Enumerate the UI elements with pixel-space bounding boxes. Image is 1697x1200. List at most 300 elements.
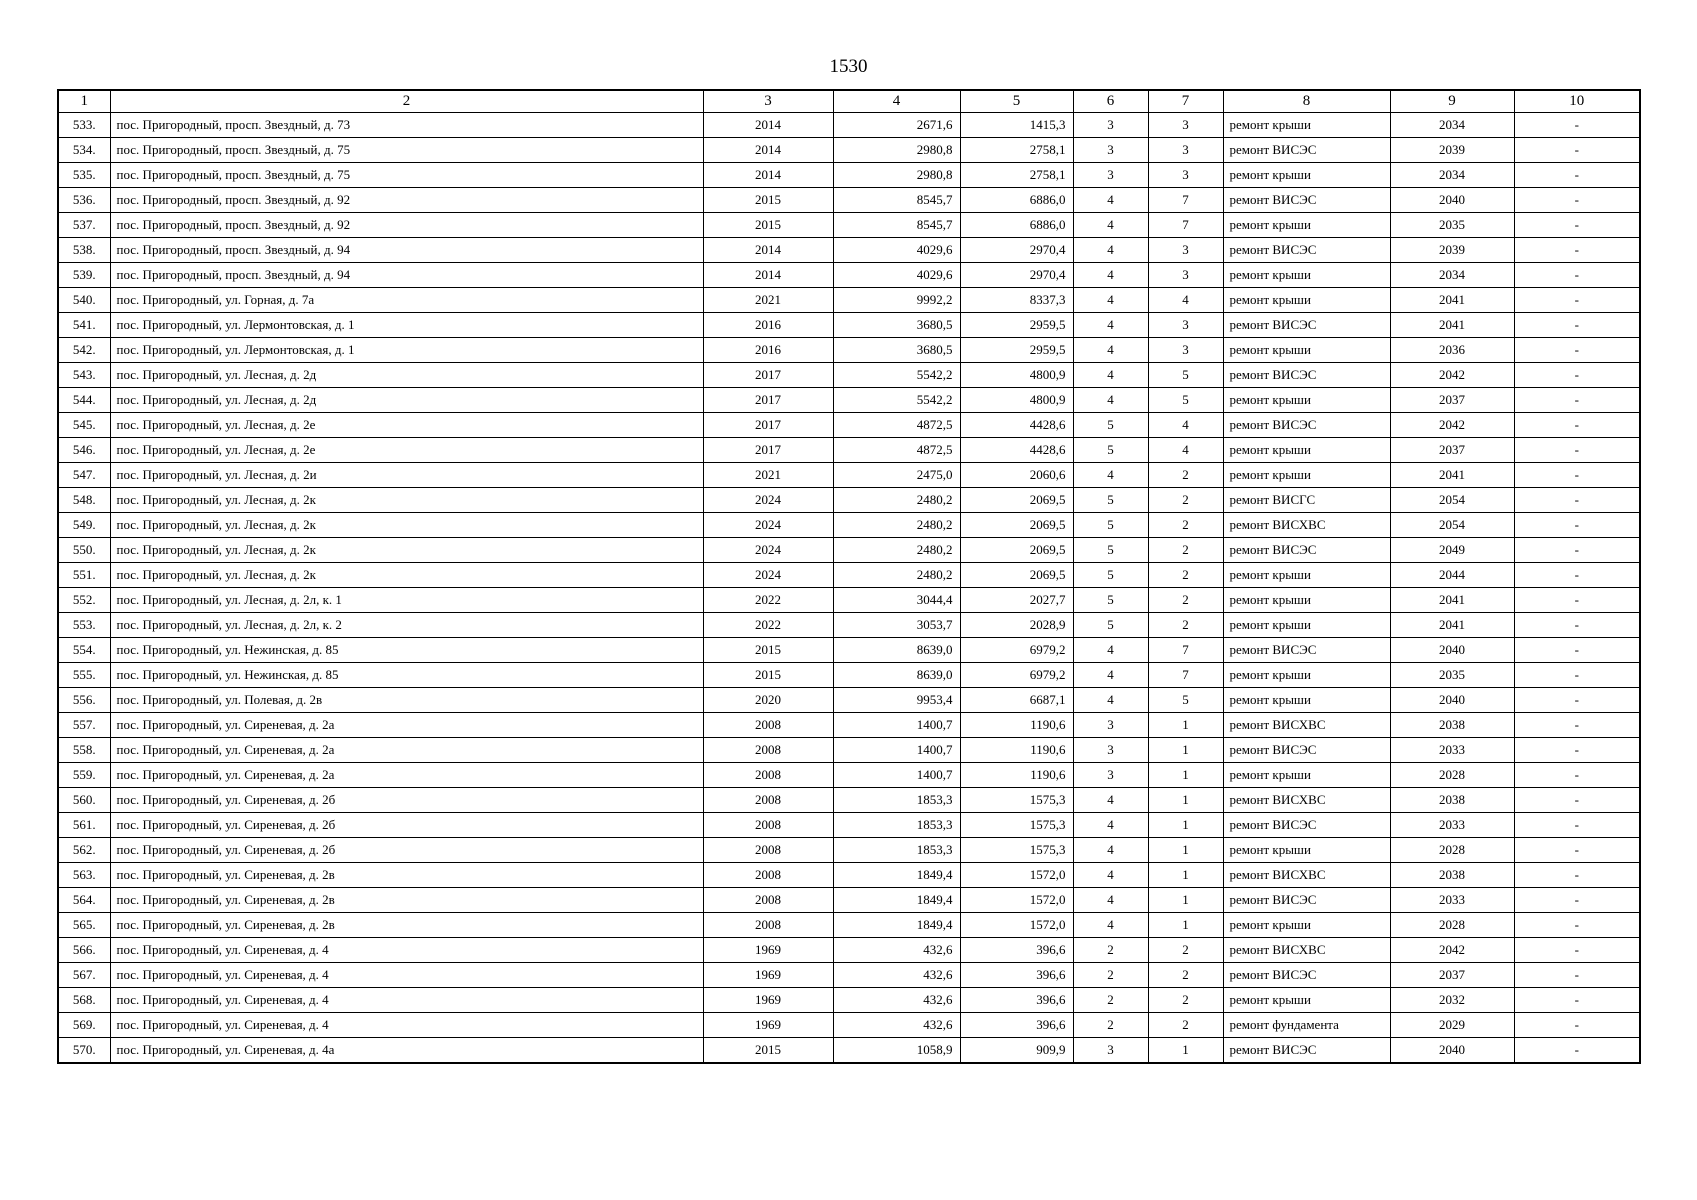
cell-work-type: ремонт крыши [1223,588,1390,613]
cell-floors: 3 [1073,763,1148,788]
column-header-9: 9 [1390,90,1514,113]
cell-area-living: 1190,6 [960,738,1073,763]
table-row [58,988,1640,1013]
cell-work-type: ремонт крыши [1223,213,1390,238]
cell-row-number: 566. [58,938,110,963]
cell-year: 2022 [703,613,833,638]
cell-area-total: 2480,2 [833,513,960,538]
cell-address: пос. Пригородный, ул. Сиреневая, д. 4 [110,988,703,1013]
cell-floors: 4 [1073,888,1148,913]
cell-entrances: 3 [1148,238,1223,263]
cell-area-total: 3053,7 [833,613,960,638]
cell-entrances: 7 [1148,663,1223,688]
cell-area-total: 8545,7 [833,213,960,238]
cell-row-number: 535. [58,163,110,188]
table-row [58,513,1640,538]
cell-planned-year: 2035 [1390,663,1514,688]
cell-area-total: 1400,7 [833,713,960,738]
cell-row-number: 550. [58,538,110,563]
cell-floors: 3 [1073,713,1148,738]
cell-work-type: ремонт ВИСЭС [1223,538,1390,563]
table-body [58,113,1640,1064]
cell-area-total: 1400,7 [833,763,960,788]
cell-area-total: 432,6 [833,988,960,1013]
cell-planned-year: 2040 [1390,188,1514,213]
cell-address: пос. Пригородный, ул. Сиреневая, д. 2в [110,888,703,913]
cell-floors: 4 [1073,688,1148,713]
cell-row-number: 536. [58,188,110,213]
table-row [58,338,1640,363]
cell-year: 2021 [703,288,833,313]
cell-address: пос. Пригородный, просп. Звездный, д. 92 [110,213,703,238]
cell-work-type: ремонт ВИСХВС [1223,938,1390,963]
cell-address: пос. Пригородный, ул. Лесная, д. 2к [110,538,703,563]
cell-floors: 2 [1073,963,1148,988]
cell-planned-year: 2040 [1390,688,1514,713]
cell-planned-year: 2028 [1390,763,1514,788]
cell-entrances: 5 [1148,388,1223,413]
cell-area-living: 2970,4 [960,238,1073,263]
cell-entrances: 2 [1148,588,1223,613]
cell-floors: 4 [1073,788,1148,813]
cell-work-type: ремонт фундамента [1223,1013,1390,1038]
column-number-header-row [58,90,1640,113]
cell-address: пос. Пригородный, ул. Лесная, д. 2е [110,438,703,463]
cell-note: - [1514,613,1640,638]
table-row [58,438,1640,463]
cell-work-type: ремонт ВИСХВС [1223,513,1390,538]
cell-planned-year: 2034 [1390,113,1514,138]
cell-planned-year: 2041 [1390,613,1514,638]
cell-floors: 5 [1073,438,1148,463]
cell-address: пос. Пригородный, ул. Сиреневая, д. 2а [110,738,703,763]
cell-area-total: 3680,5 [833,338,960,363]
cell-planned-year: 2038 [1390,788,1514,813]
cell-area-living: 2970,4 [960,263,1073,288]
cell-area-total: 4029,6 [833,263,960,288]
cell-entrances: 2 [1148,963,1223,988]
cell-year: 1969 [703,963,833,988]
cell-work-type: ремонт ВИСЭС [1223,813,1390,838]
page-number: 1530 [829,56,868,77]
table-row [58,213,1640,238]
cell-note: - [1514,663,1640,688]
cell-work-type: ремонт ВИСЭС [1223,638,1390,663]
cell-row-number: 570. [58,1038,110,1064]
cell-address: пос. Пригородный, ул. Сиреневая, д. 4 [110,938,703,963]
cell-area-total: 2480,2 [833,538,960,563]
cell-area-living: 2758,1 [960,163,1073,188]
table-row [58,838,1640,863]
cell-work-type: ремонт ВИСЭС [1223,238,1390,263]
cell-area-living: 2069,5 [960,563,1073,588]
cell-planned-year: 2037 [1390,438,1514,463]
cell-work-type: ремонт ВИСЭС [1223,963,1390,988]
cell-year: 2008 [703,913,833,938]
cell-row-number: 543. [58,363,110,388]
cell-entrances: 1 [1148,813,1223,838]
cell-area-living: 1572,0 [960,863,1073,888]
cell-note: - [1514,138,1640,163]
cell-floors: 5 [1073,413,1148,438]
cell-planned-year: 2028 [1390,838,1514,863]
cell-entrances: 2 [1148,463,1223,488]
cell-row-number: 534. [58,138,110,163]
cell-note: - [1514,688,1640,713]
cell-address: пос. Пригородный, ул. Лесная, д. 2л, к. 1 [110,588,703,613]
cell-year: 2024 [703,563,833,588]
cell-note: - [1514,463,1640,488]
cell-planned-year: 2041 [1390,288,1514,313]
column-header-1: 1 [58,90,110,113]
cell-year: 2017 [703,413,833,438]
cell-area-living: 1572,0 [960,888,1073,913]
table-row [58,1013,1640,1038]
cell-entrances: 3 [1148,313,1223,338]
cell-row-number: 560. [58,788,110,813]
cell-work-type: ремонт крыши [1223,913,1390,938]
cell-row-number: 563. [58,863,110,888]
cell-note: - [1514,113,1640,138]
cell-entrances: 4 [1148,413,1223,438]
cell-planned-year: 2038 [1390,863,1514,888]
cell-entrances: 3 [1148,113,1223,138]
cell-planned-year: 2039 [1390,238,1514,263]
cell-area-living: 2959,5 [960,338,1073,363]
table-row [58,588,1640,613]
cell-note: - [1514,988,1640,1013]
cell-note: - [1514,913,1640,938]
cell-year: 2014 [703,263,833,288]
cell-address: пос. Пригородный, ул. Нежинская, д. 85 [110,663,703,688]
cell-entrances: 4 [1148,438,1223,463]
cell-area-total: 8545,7 [833,188,960,213]
cell-row-number: 564. [58,888,110,913]
cell-note: - [1514,338,1640,363]
cell-floors: 3 [1073,738,1148,763]
cell-row-number: 540. [58,288,110,313]
cell-year: 2024 [703,488,833,513]
cell-note: - [1514,813,1640,838]
cell-row-number: 551. [58,563,110,588]
table-row [58,463,1640,488]
cell-floors: 3 [1073,113,1148,138]
cell-area-living: 6979,2 [960,638,1073,663]
cell-planned-year: 2033 [1390,738,1514,763]
cell-planned-year: 2040 [1390,1038,1514,1064]
cell-area-total: 1849,4 [833,913,960,938]
cell-address: пос. Пригородный, ул. Лесная, д. 2к [110,563,703,588]
cell-year: 2024 [703,538,833,563]
cell-area-total: 1058,9 [833,1038,960,1064]
cell-address: пос. Пригородный, ул. Сиреневая, д. 2в [110,913,703,938]
cell-address: пос. Пригородный, просп. Звездный, д. 94 [110,263,703,288]
cell-floors: 5 [1073,513,1148,538]
cell-area-living: 8337,3 [960,288,1073,313]
cell-note: - [1514,1038,1640,1064]
cell-work-type: ремонт ВИСХВС [1223,863,1390,888]
cell-planned-year: 2049 [1390,538,1514,563]
cell-area-living: 2027,7 [960,588,1073,613]
cell-area-total: 4872,5 [833,438,960,463]
cell-area-total: 1853,3 [833,813,960,838]
cell-year: 2017 [703,363,833,388]
cell-year: 2014 [703,138,833,163]
cell-row-number: 539. [58,263,110,288]
cell-area-living: 1415,3 [960,113,1073,138]
cell-planned-year: 2054 [1390,513,1514,538]
cell-note: - [1514,388,1640,413]
cell-entrances: 3 [1148,138,1223,163]
table-row [58,413,1640,438]
cell-work-type: ремонт крыши [1223,388,1390,413]
cell-entrances: 3 [1148,338,1223,363]
cell-note: - [1514,188,1640,213]
table-row [58,563,1640,588]
cell-work-type: ремонт крыши [1223,563,1390,588]
cell-address: пос. Пригородный, просп. Звездный, д. 73 [110,113,703,138]
cell-note: - [1514,838,1640,863]
cell-area-total: 2980,8 [833,138,960,163]
table-row [58,813,1640,838]
cell-area-living: 396,6 [960,1013,1073,1038]
table-row [58,938,1640,963]
cell-year: 2015 [703,638,833,663]
cell-area-living: 2028,9 [960,613,1073,638]
cell-work-type: ремонт ВИСЭС [1223,738,1390,763]
cell-address: пос. Пригородный, просп. Звездный, д. 75 [110,163,703,188]
cell-planned-year: 2037 [1390,388,1514,413]
cell-planned-year: 2034 [1390,163,1514,188]
cell-address: пос. Пригородный, ул. Сиреневая, д. 2б [110,813,703,838]
cell-entrances: 3 [1148,163,1223,188]
cell-planned-year: 2041 [1390,588,1514,613]
cell-entrances: 2 [1148,613,1223,638]
cell-entrances: 2 [1148,563,1223,588]
column-header-2: 2 [110,90,703,113]
table-row [58,1038,1640,1064]
cell-planned-year: 2039 [1390,138,1514,163]
cell-floors: 4 [1073,388,1148,413]
table-row [58,788,1640,813]
cell-address: пос. Пригородный, ул. Сиреневая, д. 2а [110,713,703,738]
cell-note: - [1514,588,1640,613]
cell-year: 2015 [703,1038,833,1064]
cell-area-total: 2475,0 [833,463,960,488]
cell-floors: 4 [1073,913,1148,938]
cell-row-number: 558. [58,738,110,763]
table-row [58,363,1640,388]
cell-entrances: 7 [1148,188,1223,213]
cell-note: - [1514,1013,1640,1038]
cell-area-total: 2480,2 [833,563,960,588]
cell-note: - [1514,563,1640,588]
cell-planned-year: 2033 [1390,888,1514,913]
cell-floors: 2 [1073,988,1148,1013]
cell-area-total: 3044,4 [833,588,960,613]
cell-area-living: 1575,3 [960,838,1073,863]
cell-address: пос. Пригородный, ул. Лесная, д. 2к [110,513,703,538]
cell-planned-year: 2033 [1390,813,1514,838]
cell-area-living: 2959,5 [960,313,1073,338]
cell-planned-year: 2038 [1390,713,1514,738]
cell-address: пос. Пригородный, ул. Сиреневая, д. 2в [110,863,703,888]
cell-note: - [1514,488,1640,513]
cell-year: 2008 [703,863,833,888]
cell-floors: 5 [1073,563,1148,588]
cell-area-living: 4428,6 [960,413,1073,438]
cell-row-number: 555. [58,663,110,688]
cell-year: 1969 [703,1013,833,1038]
cell-note: - [1514,163,1640,188]
cell-row-number: 556. [58,688,110,713]
cell-year: 2020 [703,688,833,713]
cell-work-type: ремонт крыши [1223,263,1390,288]
cell-entrances: 5 [1148,363,1223,388]
cell-entrances: 3 [1148,263,1223,288]
cell-note: - [1514,413,1640,438]
cell-floors: 5 [1073,538,1148,563]
cell-note: - [1514,213,1640,238]
cell-work-type: ремонт крыши [1223,613,1390,638]
table-row [58,163,1640,188]
cell-planned-year: 2032 [1390,988,1514,1013]
cell-note: - [1514,938,1640,963]
cell-planned-year: 2036 [1390,338,1514,363]
cell-work-type: ремонт крыши [1223,838,1390,863]
cell-note: - [1514,288,1640,313]
cell-entrances: 1 [1148,763,1223,788]
cell-work-type: ремонт крыши [1223,338,1390,363]
table-row [58,638,1640,663]
cell-address: пос. Пригородный, ул. Лесная, д. 2д [110,363,703,388]
cell-planned-year: 2044 [1390,563,1514,588]
cell-area-living: 1190,6 [960,763,1073,788]
cell-area-living: 2758,1 [960,138,1073,163]
cell-address: пос. Пригородный, просп. Звездный, д. 94 [110,238,703,263]
table-row [58,288,1640,313]
cell-area-living: 6886,0 [960,213,1073,238]
cell-work-type: ремонт ВИСХВС [1223,788,1390,813]
cell-year: 1969 [703,938,833,963]
cell-floors: 2 [1073,1013,1148,1038]
cell-floors: 4 [1073,213,1148,238]
cell-area-living: 1190,6 [960,713,1073,738]
cell-area-total: 5542,2 [833,388,960,413]
cell-entrances: 1 [1148,1038,1223,1064]
cell-floors: 4 [1073,263,1148,288]
cell-area-living: 6979,2 [960,663,1073,688]
cell-floors: 4 [1073,238,1148,263]
cell-year: 2014 [703,163,833,188]
cell-address: пос. Пригородный, ул. Сиреневая, д. 2б [110,838,703,863]
cell-row-number: 547. [58,463,110,488]
cell-floors: 4 [1073,288,1148,313]
cell-row-number: 552. [58,588,110,613]
column-header-4: 4 [833,90,960,113]
cell-floors: 5 [1073,588,1148,613]
cell-area-living: 2069,5 [960,538,1073,563]
cell-year: 1969 [703,988,833,1013]
table-row [58,138,1640,163]
cell-area-living: 909,9 [960,1038,1073,1064]
cell-row-number: 557. [58,713,110,738]
table-row [58,688,1640,713]
cell-planned-year: 2042 [1390,363,1514,388]
cell-entrances: 7 [1148,213,1223,238]
cell-work-type: ремонт крыши [1223,463,1390,488]
cell-note: - [1514,788,1640,813]
cell-address: пос. Пригородный, ул. Сиреневая, д. 4а [110,1038,703,1064]
cell-year: 2008 [703,738,833,763]
cell-area-total: 432,6 [833,1013,960,1038]
cell-row-number: 554. [58,638,110,663]
cell-row-number: 546. [58,438,110,463]
cell-address: пос. Пригородный, ул. Лесная, д. 2и [110,463,703,488]
cell-area-total: 8639,0 [833,638,960,663]
cell-note: - [1514,713,1640,738]
cell-entrances: 1 [1148,738,1223,763]
cell-planned-year: 2040 [1390,638,1514,663]
cell-planned-year: 2028 [1390,913,1514,938]
cell-note: - [1514,513,1640,538]
cell-area-total: 1400,7 [833,738,960,763]
cell-work-type: ремонт ВИСЭС [1223,313,1390,338]
table-row [58,313,1640,338]
cell-year: 2014 [703,113,833,138]
cell-area-living: 396,6 [960,988,1073,1013]
cell-area-total: 5542,2 [833,363,960,388]
cell-year: 2022 [703,588,833,613]
cell-area-total: 1849,4 [833,863,960,888]
cell-address: пос. Пригородный, ул. Лесная, д. 2к [110,488,703,513]
cell-entrances: 1 [1148,913,1223,938]
column-header-5: 5 [960,90,1073,113]
column-header-10: 10 [1514,90,1640,113]
cell-row-number: 568. [58,988,110,1013]
cell-row-number: 537. [58,213,110,238]
cell-address: пос. Пригородный, ул. Сиреневая, д. 2б [110,788,703,813]
cell-work-type: ремонт ВИСЭС [1223,138,1390,163]
cell-area-total: 1853,3 [833,788,960,813]
cell-work-type: ремонт крыши [1223,763,1390,788]
cell-note: - [1514,263,1640,288]
table-row [58,963,1640,988]
cell-area-living: 6886,0 [960,188,1073,213]
cell-area-total: 9992,2 [833,288,960,313]
cell-row-number: 533. [58,113,110,138]
cell-work-type: ремонт ВИСЭС [1223,363,1390,388]
cell-address: пос. Пригородный, ул. Лесная, д. 2л, к. 2 [110,613,703,638]
cell-address: пос. Пригородный, просп. Звездный, д. 92 [110,188,703,213]
cell-row-number: 541. [58,313,110,338]
cell-year: 2015 [703,663,833,688]
cell-area-total: 3680,5 [833,313,960,338]
cell-area-living: 4800,9 [960,363,1073,388]
cell-area-living: 2069,5 [960,513,1073,538]
cell-year: 2017 [703,438,833,463]
cell-floors: 4 [1073,838,1148,863]
cell-floors: 4 [1073,663,1148,688]
cell-floors: 5 [1073,488,1148,513]
cell-address: пос. Пригородный, ул. Горная, д. 7а [110,288,703,313]
cell-work-type: ремонт ВИСЭС [1223,888,1390,913]
cell-row-number: 567. [58,963,110,988]
cell-note: - [1514,638,1640,663]
cell-year: 2024 [703,513,833,538]
cell-entrances: 2 [1148,1013,1223,1038]
cell-year: 2015 [703,188,833,213]
